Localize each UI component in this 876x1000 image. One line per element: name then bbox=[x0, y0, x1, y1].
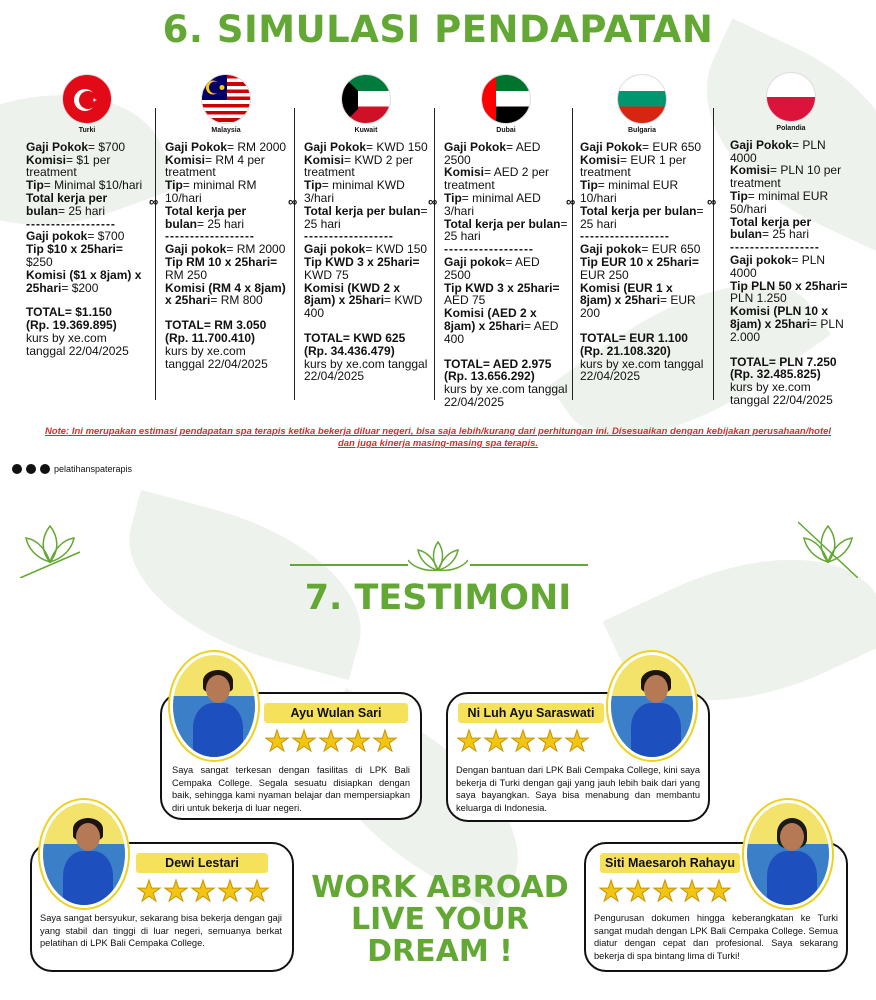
total: TOTAL= RM 3.050 bbox=[165, 318, 267, 333]
total-idr: (Rp. 21.108.320) bbox=[580, 343, 671, 358]
divider: ------------------ bbox=[730, 240, 820, 255]
salary-block bbox=[444, 141, 568, 243]
salary-block bbox=[165, 141, 287, 231]
testimonial-name: Siti Maesaroh Rahayu bbox=[600, 853, 740, 873]
malaysia-flag-icon bbox=[201, 74, 251, 124]
kurs: kurs by xe.com tanggal 22/04/2025 bbox=[444, 382, 568, 409]
info-line: Gaji Pokok= RM 2000 bbox=[165, 139, 287, 154]
info-line: Tip RM 10 x 25hari= RM 250 bbox=[165, 254, 278, 282]
testimonial-quote: Saya sangat bersyukur, sekarang bisa bekerja dengan gaji yang stabil dan tinggi di luar negeri, semuanya berkat pelatihan di LPK Bali Cempaka College. bbox=[40, 913, 282, 949]
testimonial-name: Ni Luh Ayu Saraswati bbox=[458, 703, 604, 723]
total-idr: (Rp. 32.485.825) bbox=[730, 367, 821, 382]
info-line: Tip= minimal EUR 10/hari bbox=[580, 178, 679, 205]
column-separator bbox=[713, 108, 714, 400]
lotus-icon bbox=[798, 512, 858, 578]
info-line: Total kerja per bulan= 25 hari bbox=[165, 203, 247, 231]
info-line: Gaji pokok= PLN 4000 bbox=[730, 252, 826, 280]
instagram-icon[interactable] bbox=[26, 464, 36, 474]
country-column-polandia bbox=[730, 72, 852, 407]
facebook-icon[interactable] bbox=[12, 464, 22, 474]
info-line: Total kerja per bulan= 25 hari bbox=[730, 214, 812, 242]
info-line: Komisi (AED 2 x 8jam) x 25hari= AED 400 bbox=[444, 306, 559, 346]
info-line: Komisi (KWD 2 x 8jam) x 25hari= KWD 400 bbox=[304, 280, 423, 321]
info-line: Komisi= EUR 1 per treatment bbox=[580, 152, 687, 180]
divider: ------------------ bbox=[304, 229, 394, 244]
ribbon-icon: ∞ bbox=[288, 194, 298, 209]
info-line: Komisi ($1 x 8jam) x 25hari= $200 bbox=[26, 267, 142, 295]
country-column-bulgaria bbox=[580, 74, 704, 383]
testimonial-quote: Saya sangat terkesan dengan fasilitas di LPK Bali Cempaka College. Segala sesuatu disiapkan dengan baik, sehingga kami nyaman belajar dan mempersiapkan diri untuk bekerja di luar negeri. bbox=[172, 765, 410, 813]
info-line: Komisi (RM 4 x 8jam) x 25hari= RM 800 bbox=[165, 280, 286, 308]
slogan bbox=[290, 872, 590, 968]
info-line: Komisi= PLN 10 per treatment bbox=[730, 163, 842, 191]
total-idr: (Rp. 34.436.479) bbox=[304, 343, 395, 358]
total: TOTAL= AED 2.975 bbox=[444, 356, 552, 371]
divider-line bbox=[470, 564, 588, 566]
column-separator bbox=[294, 108, 295, 400]
avatar bbox=[40, 800, 128, 908]
social-handle-text[interactable]: pelatihanspaterapis bbox=[54, 464, 133, 474]
calc-block bbox=[165, 243, 287, 307]
divider-line bbox=[290, 564, 408, 566]
country-name: Malaysia bbox=[211, 127, 241, 134]
info-line: Gaji Pokok= PLN 4000 bbox=[730, 137, 826, 165]
calc-block bbox=[444, 256, 568, 346]
country-column-malaysia bbox=[165, 74, 287, 370]
avatar bbox=[744, 800, 832, 908]
divider: ------------------ bbox=[580, 229, 670, 244]
total-idr: (Rp. 19.369.895) bbox=[26, 318, 117, 333]
info-line: Komisi= RM 4 per treatment bbox=[165, 152, 265, 180]
info-line: Tip= minimal RM 10/hari bbox=[165, 178, 257, 205]
info-line: Komisi= KWD 2 per treatment bbox=[304, 152, 414, 180]
divider: ------------------ bbox=[26, 216, 116, 231]
total-idr: (Rp. 13.656.292) bbox=[444, 369, 535, 384]
info-line: Tip= minimal KWD 3/hari bbox=[304, 178, 405, 205]
info-line: Gaji pokok= $700 bbox=[26, 229, 125, 244]
salary-block bbox=[730, 139, 852, 241]
info-line: Tip= minimal EUR 50/hari bbox=[730, 188, 829, 216]
ribbon-icon: ∞ bbox=[149, 194, 159, 209]
column-separator bbox=[434, 108, 435, 400]
column-separator bbox=[155, 108, 156, 400]
total: TOTAL= PLN 7.250 bbox=[730, 354, 837, 369]
info-line: Tip $10 x 25hari= $250 bbox=[26, 242, 123, 269]
star-rating-icon: ★★★★★ bbox=[264, 726, 399, 758]
kurs: kurs by xe.com tanggal 22/04/2025 bbox=[304, 356, 428, 384]
poland-flag-icon bbox=[766, 72, 816, 122]
salary-block bbox=[304, 141, 428, 231]
disclaimer-note: Note: Ini merupakan estimasi pendapatan spa terapis ketika bekerja diluar negeri, bisa saja lebih/kurang dari perhitungan ini. Disesuaikan dengan kebijakan perusahaan/hotel dan juga kinerja masing-masing spa terapis. bbox=[44, 426, 832, 449]
country-column-dubai bbox=[444, 74, 568, 409]
info-line: Komisi= $1 per treatment bbox=[26, 152, 111, 180]
divider: ------------------ bbox=[165, 229, 255, 244]
ribbon-icon: ∞ bbox=[707, 194, 717, 209]
testimonial-quote: Pengurusan dokumen hingga keberangkatan ke Turki sangat mudah dengan LPK Bali Cempaka College. Semua diatur dengan cepat dan profesional. Saya sekarang bekerja di spa bintang lima di Turki! bbox=[594, 913, 838, 961]
tiktok-icon[interactable] bbox=[40, 464, 50, 474]
social-handle bbox=[12, 464, 132, 474]
ribbon-icon: ∞ bbox=[566, 194, 576, 209]
lotus-icon bbox=[20, 512, 80, 578]
calc-block bbox=[26, 230, 148, 294]
info-line: Gaji Pokok= $700 bbox=[26, 139, 126, 154]
info-line: Total kerja per bulan= 25 hari bbox=[444, 216, 568, 244]
country-name: Bulgaria bbox=[627, 127, 656, 134]
country-name: Dubai bbox=[496, 127, 516, 134]
kurs: kurs by xe.com tanggal 22/04/2025 bbox=[26, 330, 129, 358]
section-title: 7. TESTIMONI bbox=[304, 578, 572, 618]
kurs: kurs by xe.com tanggal 22/04/2025 bbox=[580, 356, 704, 384]
info-line: Total kerja per bulan= 25 hari bbox=[26, 190, 108, 218]
info-line: Total kerja per bulan= 25 hari bbox=[580, 203, 704, 231]
total-idr: (Rp. 11.700.410) bbox=[165, 330, 256, 345]
total: TOTAL= KWD 625 bbox=[304, 330, 406, 345]
lotus-icon bbox=[408, 540, 468, 574]
slogan-line: LIVE YOUR bbox=[350, 902, 530, 937]
calc-block bbox=[304, 243, 428, 320]
avatar bbox=[170, 652, 258, 760]
page-title: 6. SIMULASI PENDAPATAN bbox=[162, 8, 714, 51]
calc-block bbox=[730, 254, 852, 344]
avatar bbox=[608, 652, 696, 760]
info-line: Gaji pokok= RM 2000 bbox=[165, 242, 286, 257]
uae-flag-icon bbox=[481, 74, 531, 124]
info-line: Tip= minimal AED 3/hari bbox=[444, 190, 541, 218]
bulgaria-flag-icon bbox=[617, 74, 667, 124]
star-rating-icon: ★★★★★ bbox=[136, 876, 271, 908]
info-line: Tip KWD 3 x 25hari= AED 75 bbox=[444, 280, 560, 308]
testimonial-quote: Dengan bantuan dari LPK Bali Cempaka College, kini saya bekerja di Turki dengan gaji yang jauh lebih baik dari yang saya bayangkan. Saya bisa menabung dan membantu keluarga di Indonesia. bbox=[456, 765, 700, 813]
ribbon-icon: ∞ bbox=[428, 194, 438, 209]
info-line: Gaji Pokok= EUR 650 bbox=[580, 139, 702, 154]
info-line: Gaji Pokok= KWD 150 bbox=[304, 139, 428, 154]
country-column-turki bbox=[26, 74, 148, 358]
salary-block bbox=[580, 141, 704, 231]
column-separator bbox=[572, 108, 573, 400]
slogan-line: DREAM ! bbox=[367, 934, 513, 969]
info-line: Gaji pokok= KWD 150 bbox=[304, 242, 428, 257]
country-name: Kuwait bbox=[354, 127, 378, 134]
total: TOTAL= EUR 1.100 bbox=[580, 330, 688, 345]
calc-block bbox=[580, 243, 704, 320]
turkey-flag-icon bbox=[62, 74, 112, 124]
country-name: Polandia bbox=[776, 125, 806, 132]
star-rating-icon: ★★★★★ bbox=[456, 726, 591, 758]
country-name: Turki bbox=[78, 127, 96, 134]
info-line: Gaji Pokok= AED 2500 bbox=[444, 139, 541, 167]
kurs: kurs by xe.com tanggal 22/04/2025 bbox=[165, 343, 268, 371]
star-rating-icon: ★★★★★ bbox=[598, 876, 733, 908]
info-line: Komisi (EUR 1 x 8jam) x 25hari= EUR 200 bbox=[580, 280, 696, 321]
divider: ------------------ bbox=[444, 242, 534, 257]
info-line: Komisi= AED 2 per treatment bbox=[444, 165, 550, 193]
info-line: Tip EUR 10 x 25hari= EUR 250 bbox=[580, 254, 699, 282]
info-line: Tip KWD 3 x 25hari= KWD 75 bbox=[304, 254, 420, 282]
info-line: Gaji pokok= AED 2500 bbox=[444, 254, 540, 282]
info-line: Tip PLN 50 x 25hari= PLN 1.250 bbox=[730, 278, 848, 306]
testimonial-name: Ayu Wulan Sari bbox=[264, 703, 408, 723]
salary-block bbox=[26, 141, 148, 218]
info-line: Komisi (PLN 10 x 8jam) x 25hari= PLN 2.000 bbox=[730, 304, 844, 344]
kuwait-flag-icon bbox=[341, 74, 391, 124]
testimonial-name: Dewi Lestari bbox=[136, 853, 268, 873]
kurs: kurs by xe.com tanggal 22/04/2025 bbox=[730, 380, 833, 407]
info-line: Tip= Minimal $10/hari bbox=[26, 178, 143, 193]
info-line: Total kerja per bulan= 25 hari bbox=[304, 203, 428, 231]
total: TOTAL= $1.150 bbox=[26, 305, 112, 320]
country-column-kuwait bbox=[304, 74, 428, 383]
info-line: Gaji pokok= EUR 650 bbox=[580, 242, 701, 257]
slogan-line: WORK ABROAD bbox=[311, 870, 569, 905]
